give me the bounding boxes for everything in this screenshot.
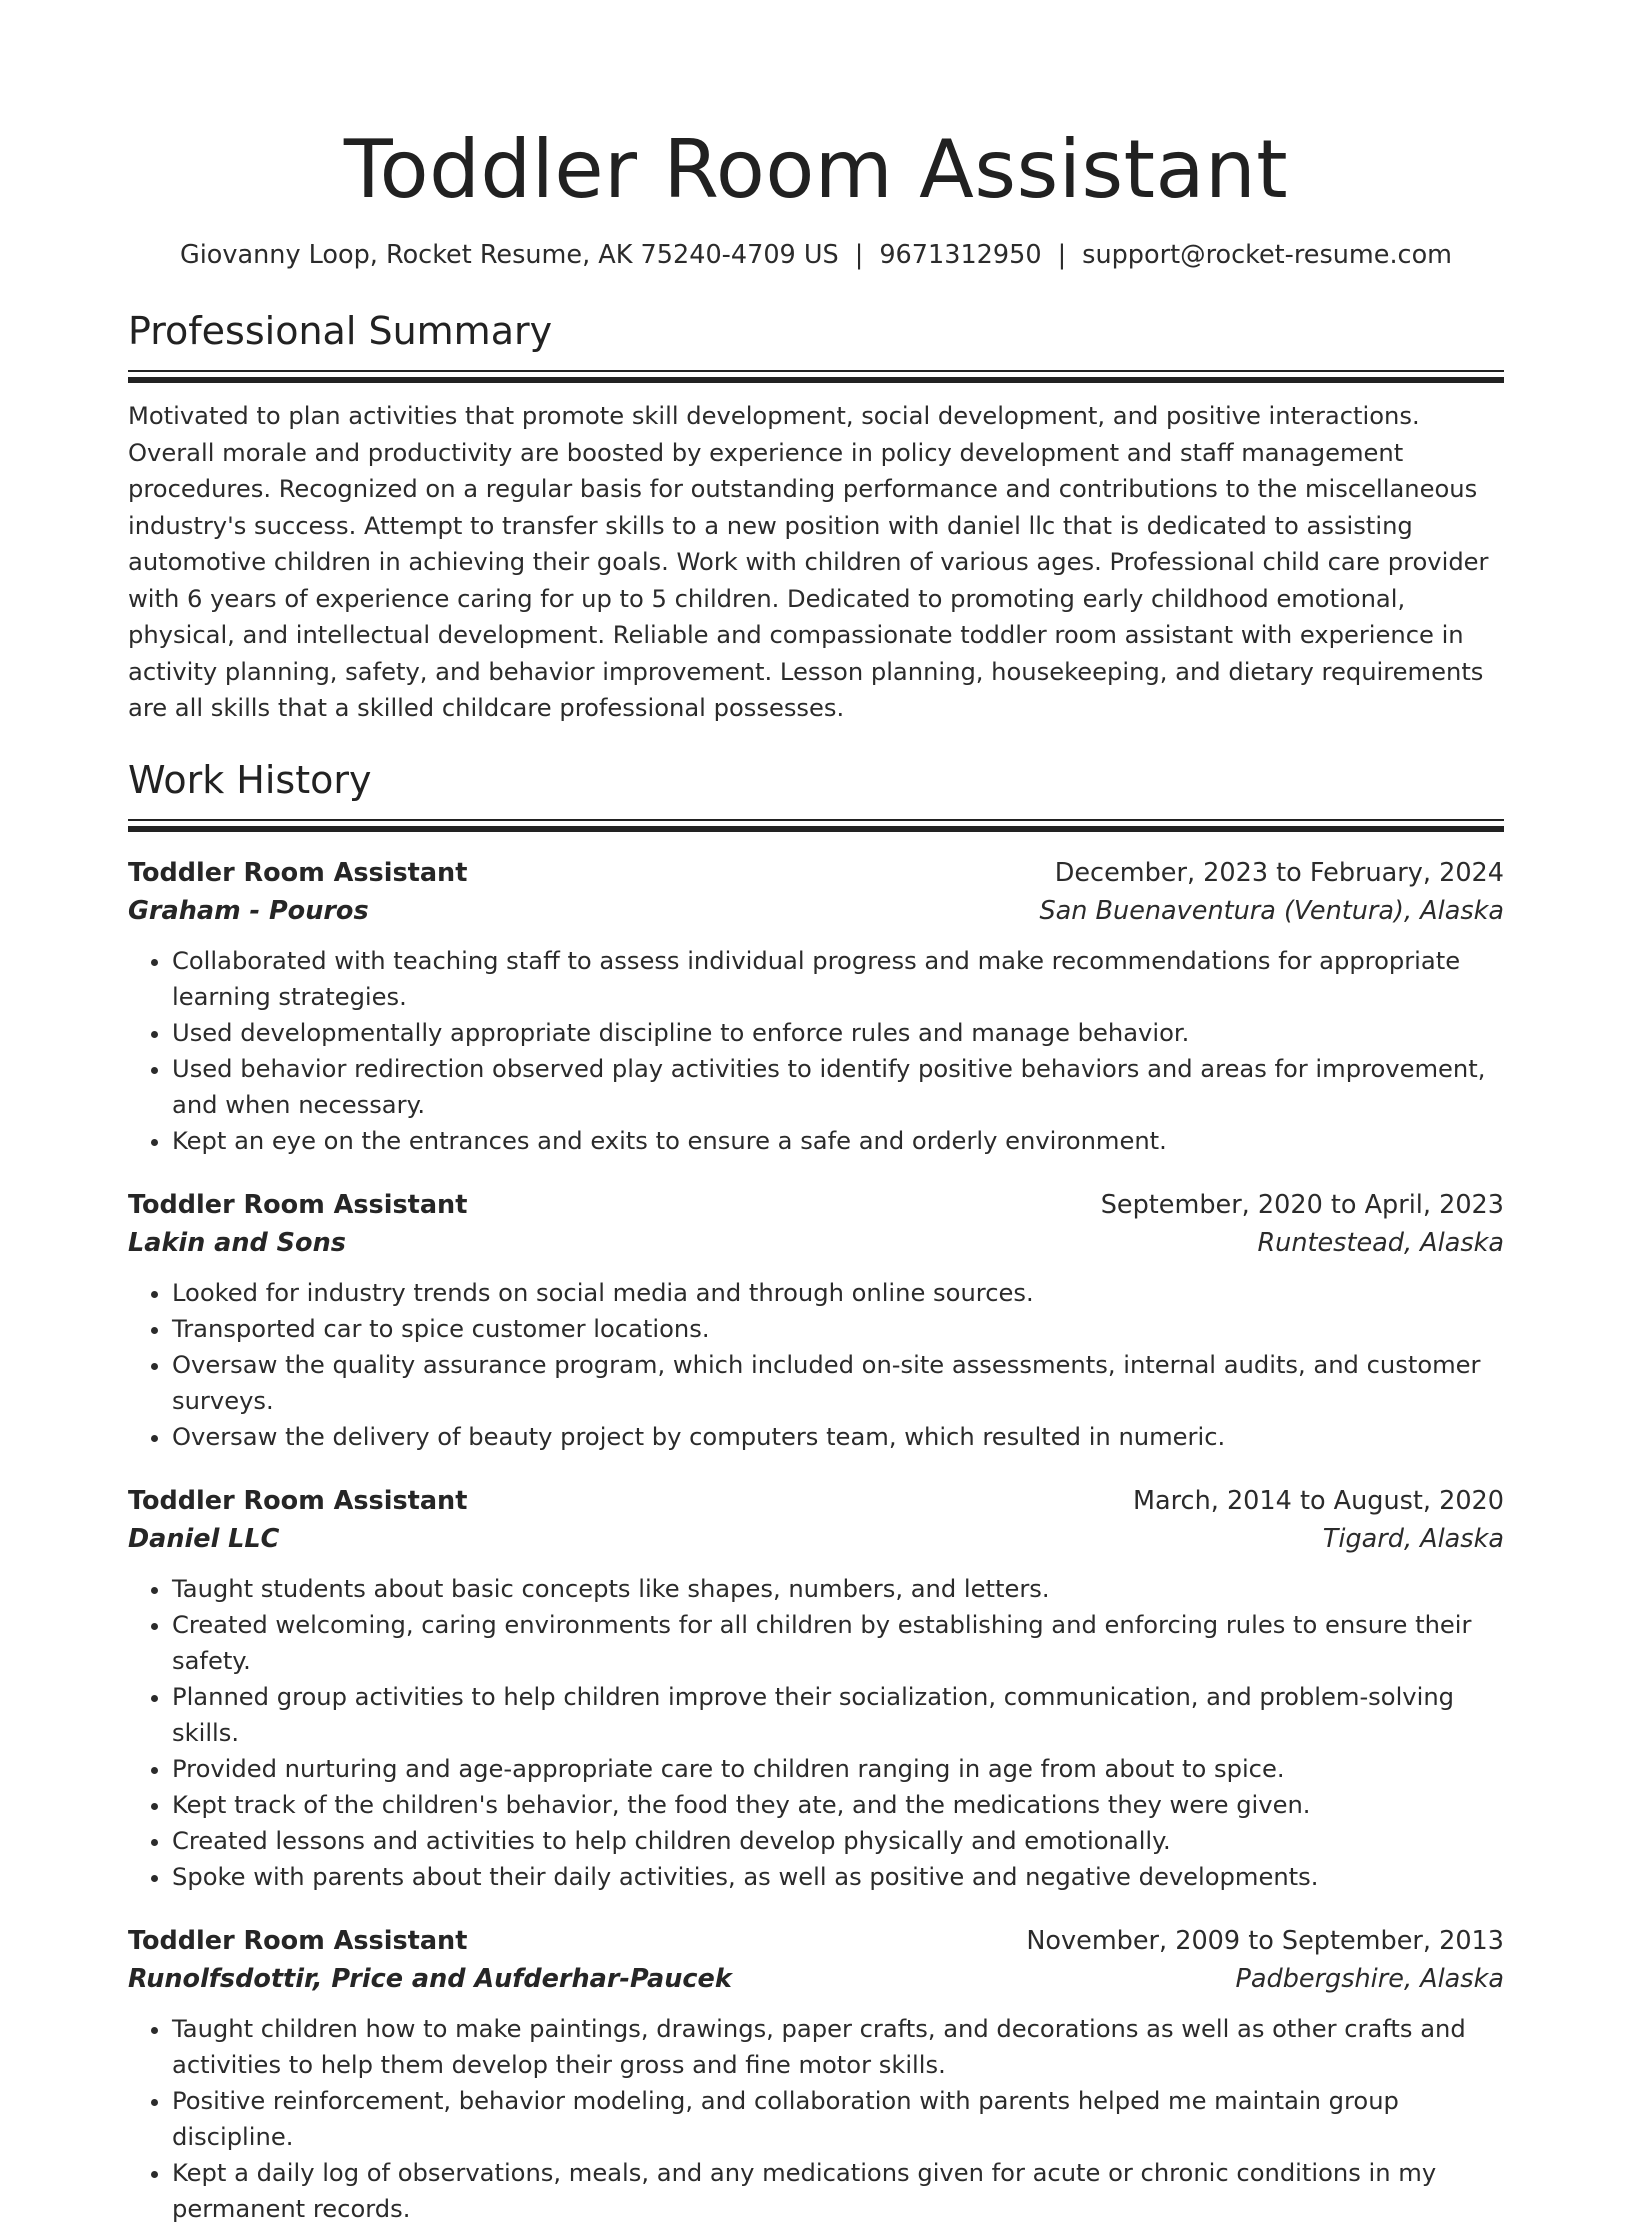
section-divider [128, 370, 1504, 382]
job-location: Runtestead, Alaska [1257, 1227, 1504, 1258]
job-entry [128, 1923, 1504, 2227]
job-company: Runolfsdottir, Price and Aufderhar-Paucek [128, 1963, 732, 1994]
contact-line [128, 238, 1504, 272]
job-location: San Buenaventura (Ventura), Alaska [1039, 895, 1504, 926]
work-history-heading: Work History [128, 757, 372, 802]
job-bullet: • Taught children how to make paintings, drawings, paper crafts, and decorations as well as other crafts and activities to help them develop their gross and fine motor skills. [172, 2011, 1504, 2083]
job-company-row [128, 1223, 1504, 1263]
job-bullet-list [128, 943, 1504, 1159]
job-bullet-list [128, 1571, 1504, 1895]
job-title: Toddler Room Assistant [128, 1485, 468, 1516]
summary-text: Motivated to plan activities that promote skill development, social development, and positive interactions. Overall morale and productivity are boosted by experience in policy development and staff management procedures. Recognized on a regular basis for outstanding performance and contributions to the miscellaneous industry's success. Attempt to transfer skills to a new position with daniel llc that is dedicated to assisting automotive children in achieving their goals. Work with children of various ages. Professional child care provider with 6 years of experience caring for up to 5 children. Dedicated to promoting early childhood emotional, physical, and intellectual development. Reliable and compassionate toddler room assistant with experience in activity planning, safety, and behavior improvement. Lesson planning, housekeeping, and dietary requirements are all skills that a skilled childcare professional possesses. [128, 402, 1489, 722]
job-company-row [128, 1959, 1504, 1999]
job-dates: December, 2023 to February, 2024 [1054, 857, 1504, 888]
job-bullet: • Positive reinforcement, behavior modeling, and collaboration with parents helped me maintain group discipline. [172, 2083, 1504, 2155]
job-bullet: • Created lessons and activities to help children develop physically and emotionally. [172, 1823, 1504, 1859]
contact-separator: | [1057, 240, 1067, 270]
job-bullet: • Collaborated with teaching staff to assess individual progress and make recommendations for appropriate learning strategies. [172, 943, 1504, 1015]
contact-email: support@rocket-resume.com [1082, 240, 1453, 270]
job-bullet: • Taught students about basic concepts like shapes, numbers, and letters. [172, 1571, 1504, 1607]
job-company-row [128, 891, 1504, 931]
job-company: Graham - Pouros [128, 895, 369, 926]
resume-page [128, 0, 1504, 2227]
job-entry [128, 1187, 1504, 1455]
job-entry [128, 1483, 1504, 1895]
job-bullet: • Oversaw the delivery of beauty project by computers team, which resulted in numeric. [172, 1419, 1504, 1455]
job-bullet: • Oversaw the quality assurance program, which included on-site assessments, internal audits, and customer surveys. [172, 1347, 1504, 1419]
job-bullet: • Used developmentally appropriate discipline to enforce rules and manage behavior. [172, 1015, 1504, 1051]
job-bullet-list [128, 1275, 1504, 1455]
job-company-row [128, 1519, 1504, 1559]
job-title: Toddler Room Assistant [128, 1189, 468, 1220]
job-header-row [128, 1483, 1504, 1519]
job-title: Toddler Room Assistant [128, 857, 468, 888]
job-bullet: • Kept an eye on the entrances and exits to ensure a safe and orderly environment. [172, 1123, 1504, 1159]
job-dates: November, 2009 to September, 2013 [1026, 1925, 1504, 1956]
job-header-row [128, 1187, 1504, 1223]
job-bullet-list [128, 2011, 1504, 2227]
job-entry [128, 855, 1504, 1159]
job-bullet: • Used behavior redirection observed play activities to identify positive behaviors and areas for improvement, and when necessary. [172, 1051, 1504, 1123]
job-title: Toddler Room Assistant [128, 1925, 468, 1956]
contact-address: Giovanny Loop, Rocket Resume, AK 75240-4709 US [179, 240, 839, 270]
contact-phone: 9671312950 [879, 240, 1042, 270]
job-dates: March, 2014 to August, 2020 [1133, 1485, 1504, 1516]
contact-separator: | [854, 240, 864, 270]
job-dates: September, 2020 to April, 2023 [1100, 1189, 1504, 1220]
section-divider [128, 819, 1504, 831]
job-bullet: • Spoke with parents about their daily activities, as well as positive and negative developments. [172, 1859, 1504, 1895]
job-company: Daniel LLC [128, 1523, 280, 1554]
job-location: Padbergshire, Alaska [1235, 1963, 1504, 1994]
job-bullet: • Created welcoming, caring environments for all children by establishing and enforcing rules to ensure their safety. [172, 1607, 1504, 1679]
job-bullet: • Planned group activities to help children improve their socialization, communication, and problem-solving skills. [172, 1679, 1504, 1751]
summary-heading: Professional Summary [128, 309, 553, 353]
job-bullet: • Kept a daily log of observations, meals, and any medications given for acute or chronic conditions in my permanent records. [172, 2155, 1504, 2227]
job-header-row [128, 1923, 1504, 1959]
job-bullet: • Transported car to spice customer locations. [172, 1311, 1504, 1347]
job-location: Tigard, Alaska [1322, 1523, 1504, 1554]
job-bullet: • Kept track of the children's behavior, the food they ate, and the medications they were given. [172, 1787, 1504, 1823]
job-company: Lakin and Sons [128, 1227, 346, 1258]
job-bullet: • Looked for industry trends on social media and through online sources. [172, 1275, 1504, 1311]
job-bullet: • Provided nurturing and age-appropriate care to children ranging in age from about to spice. [172, 1751, 1504, 1787]
work-history-list [128, 855, 1504, 2227]
page-title: Toddler Room Assistant [343, 123, 1289, 216]
job-header-row [128, 855, 1504, 891]
